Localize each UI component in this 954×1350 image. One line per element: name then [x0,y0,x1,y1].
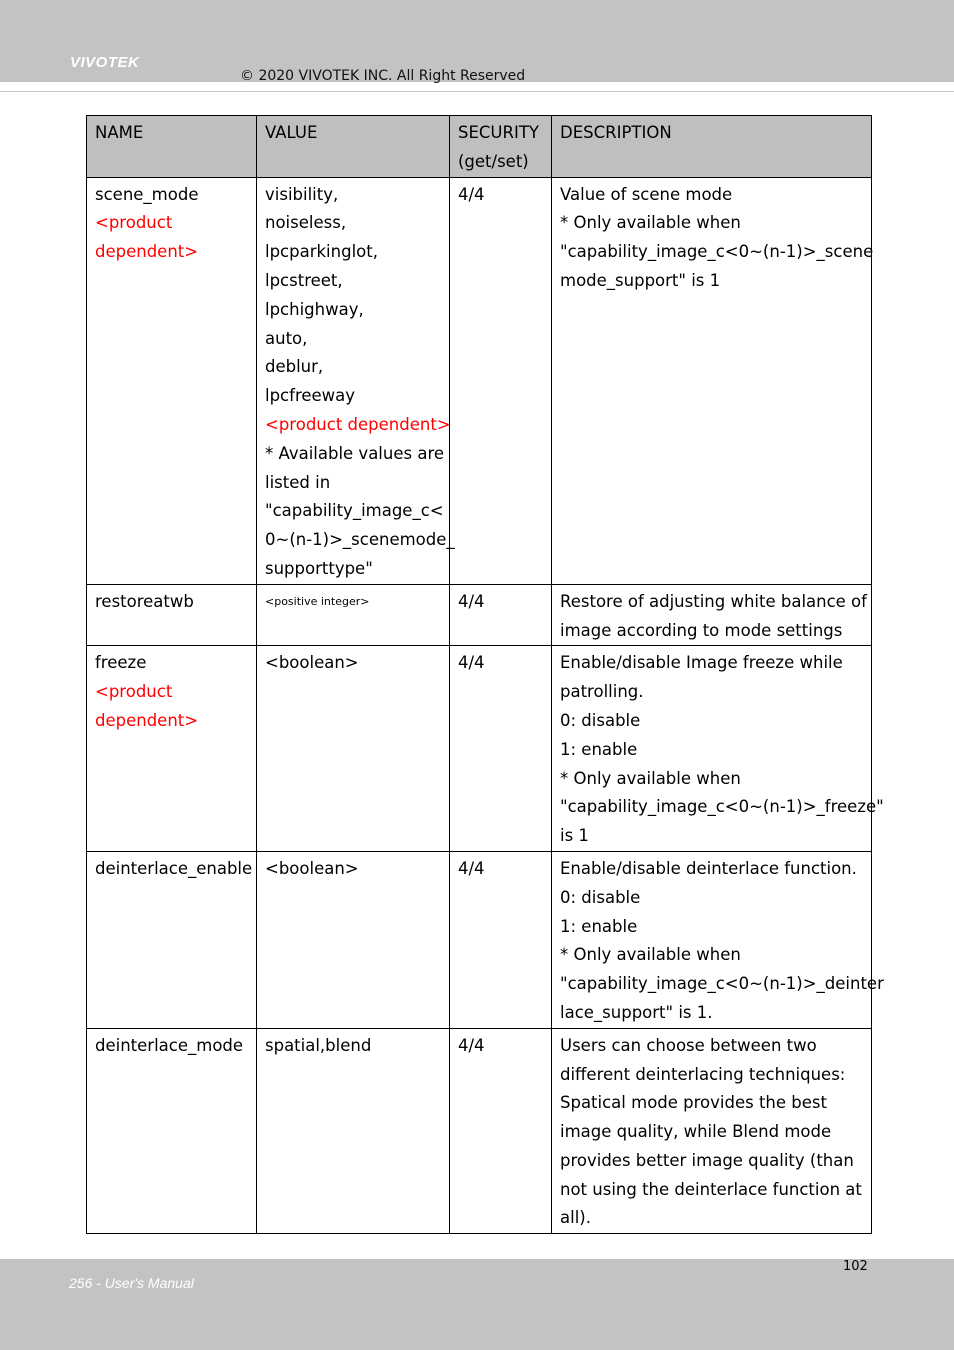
param-name: deinterlace_enable [95,858,253,878]
product-dependent-note: <product [95,213,173,233]
value-line: lpcstreet, [265,270,343,290]
value-line: visibility, [265,184,339,204]
column-header-value [257,116,450,178]
value-line: lpchighway, [265,299,364,319]
value-cell [257,177,455,584]
security-value: 4/4 [458,858,485,878]
security-cell [450,646,552,852]
product-dependent-note: <product [95,682,173,702]
description-line: is 1 [560,826,589,846]
value-line: deblur, [265,357,324,377]
parameter-table [86,115,884,1234]
description-line: Spatical mode provides the best [560,1093,827,1113]
value-line: listed in [265,472,331,492]
description-cell [552,646,884,852]
description-line: provides better image quality (than [560,1150,854,1170]
product-dependent-note: dependent> [95,242,199,262]
column-header-name [87,116,257,178]
name-cell [87,1028,257,1234]
security-cell [450,1028,552,1234]
description-line: Value of scene mode [560,184,733,204]
description-cell [552,851,884,1028]
value-line: <boolean> [265,858,359,878]
description-cell [552,584,872,646]
column-header-name-label: NAME [95,123,144,142]
description-line: * Only available when [560,768,741,788]
description-line: image quality, while Blend mode [560,1122,832,1142]
description-line: mode_support" is 1 [560,270,721,290]
description-line: lace_support" is 1. [560,1002,713,1022]
description-line: 0: disable [560,887,641,907]
description-line: patrolling. [560,682,644,702]
description-line: image according to mode settings [560,620,843,640]
description-line: "capability_image_c<0~(n-1)>_deinter [560,974,884,994]
description-line: Enable/disable deinterlace function. [560,858,857,878]
security-value: 4/4 [458,184,485,204]
security-cell [450,177,552,584]
description-line: * Only available when [560,213,741,233]
value-line: 0~(n-1)>_scenemode_ [265,530,455,550]
value-cell [257,851,450,1028]
table-row [87,584,872,646]
description-line: Users can choose between two [560,1035,817,1055]
value-line: <positive integer> [265,594,370,608]
brand-logo: VIVOTEK [70,54,140,71]
security-value: 4/4 [458,653,485,673]
value-cell [257,1028,450,1234]
name-cell [87,646,257,852]
security-value: 4/4 [458,1035,485,1055]
copyright-text: © 2020 VIVOTEK INC. All Right Reserved [240,68,526,84]
description-line: "capability_image_c<0~(n-1)>_freeze" [560,797,884,817]
column-header-description-label: DESCRIPTION [560,123,672,142]
column-header-description [552,116,872,178]
value-line: "capability_image_c< [265,501,444,521]
column-header-security [450,116,552,178]
description-line: "capability_image_c<0~(n-1)>_scene [560,242,874,262]
value-line: supporttype" [265,558,373,578]
value-line: * Available values are [265,443,445,463]
description-line: not using the deinterlace function at [560,1179,862,1199]
description-line: 1: enable [560,916,638,936]
description-line: 1: enable [560,739,638,759]
footer-band [0,1259,954,1350]
column-header-security-label: SECURITY [458,123,539,142]
value-cell [257,646,450,852]
page-number: 102 [843,1259,868,1274]
name-cell [87,177,257,584]
description-line: all). [560,1208,591,1228]
product-dependent-note: dependent> [95,710,199,730]
param-name: scene_mode [95,184,199,204]
value-line: noiseless, [265,213,347,233]
value-cell [257,584,450,646]
description-line: 0: disable [560,710,641,730]
table-header-row [87,116,872,178]
table-row [87,1028,872,1234]
name-cell [87,851,257,1028]
description-line: Enable/disable Image freeze while [560,653,843,673]
description-line: * Only available when [560,945,741,965]
value-line: lpcfreeway [265,386,356,406]
value-line: spatial,blend [265,1035,372,1055]
manual-page-label: 256 - User's Manual [69,1275,194,1291]
description-cell [552,177,872,584]
description-line: different deinterlacing techniques: [560,1064,846,1084]
description-line: Restore of adjusting white balance of [560,591,867,611]
table-row [87,851,872,1028]
column-header-value-label: VALUE [265,123,318,142]
table-row [87,646,872,852]
security-cell [450,851,552,1028]
security-value: 4/4 [458,591,485,611]
column-header-security-sub: (get/set) [458,151,529,171]
header-divider [0,91,954,92]
product-dependent-note: <product dependent> [265,414,451,434]
value-line: auto, [265,328,308,348]
name-cell [87,584,257,646]
value-line: lpcparkinglot, [265,242,378,262]
param-name: deinterlace_mode [95,1035,244,1055]
description-cell [552,1028,872,1234]
param-name: freeze [95,653,147,673]
param-name: restoreatwb [95,591,194,611]
security-cell [450,584,552,646]
value-line: <boolean> [265,653,359,673]
table-row [87,177,872,584]
